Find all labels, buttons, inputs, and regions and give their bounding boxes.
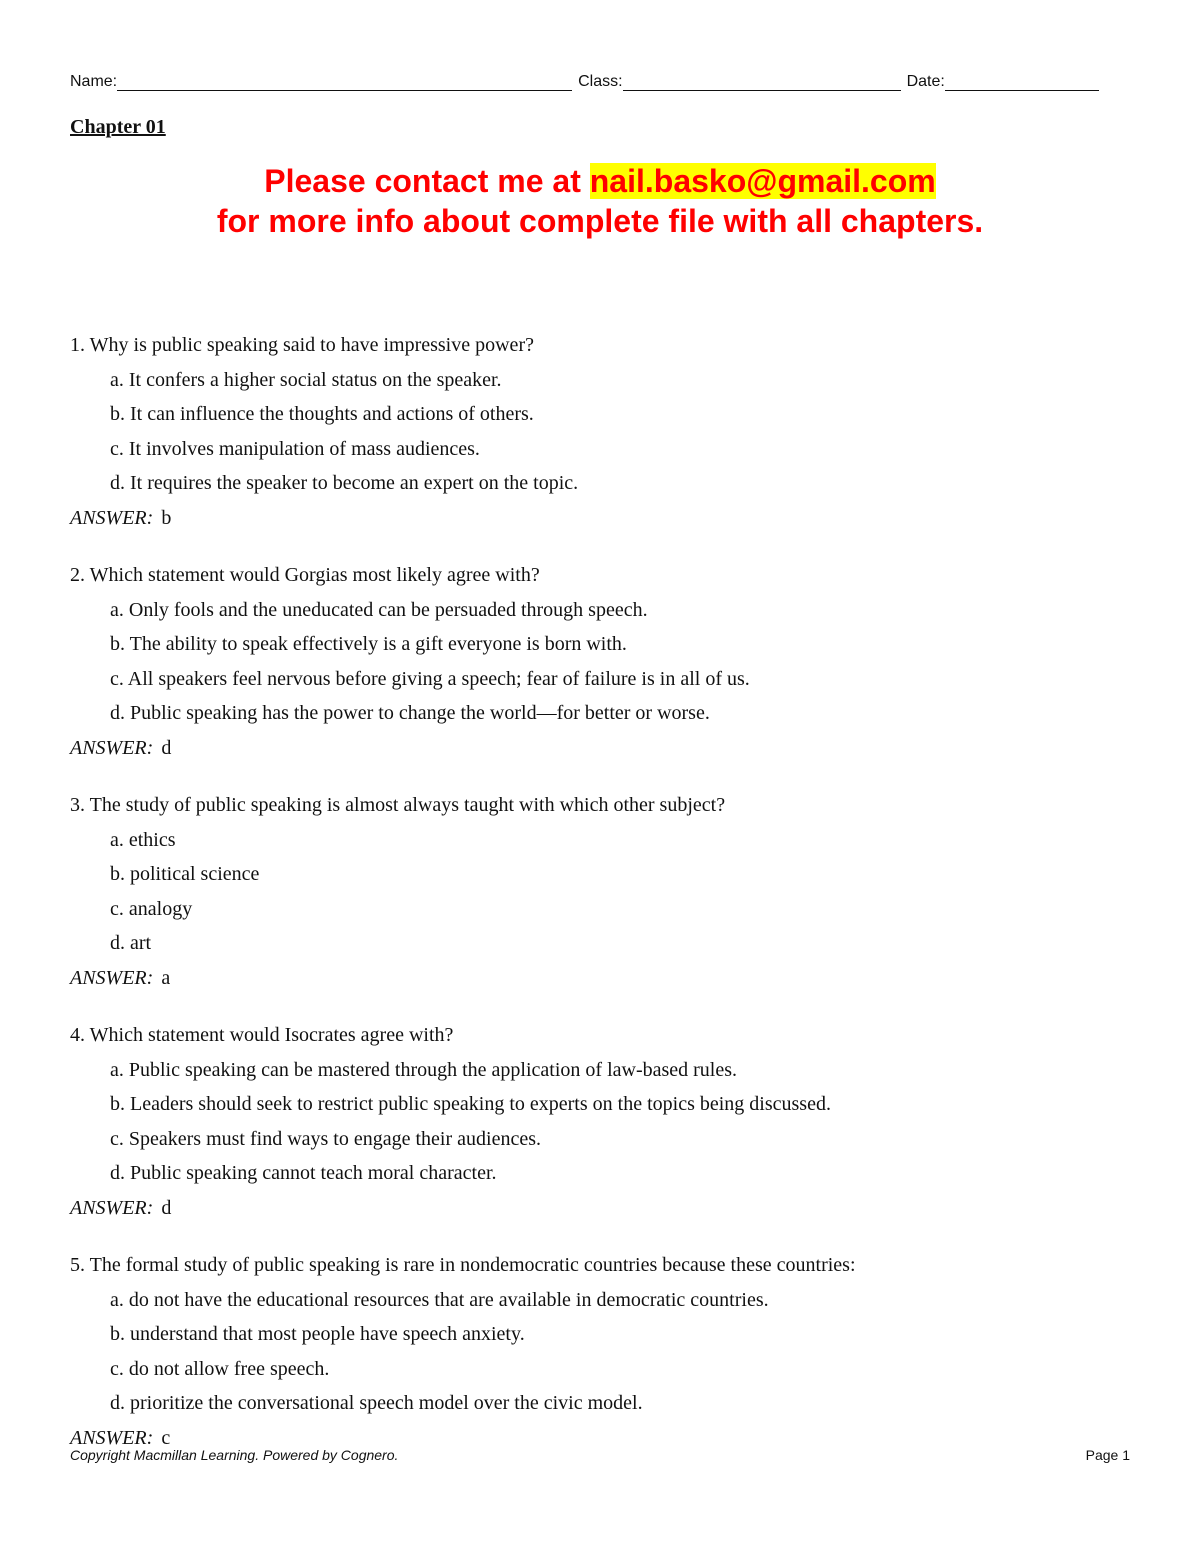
answer-value: a [161,966,171,989]
answer-option: b. political science [110,863,260,885]
question-block [70,1248,1132,1455]
name-class-date-header [70,72,1132,91]
date-label: Date: [906,73,945,90]
answer-option: d. prioritize the conversational speech model over the civic model. [110,1392,643,1414]
answer-option: c. do not allow free speech. [110,1357,330,1380]
answer-value: d [161,1196,172,1219]
answer-option: d. art [110,932,152,954]
answer-option: a. do not have the educational resources that are available in democratic countries. [110,1288,769,1311]
answer-option: a. ethics [110,828,176,851]
promo-email: nail.basko@gmail.com [589,163,936,199]
answer-label: ANSWER: [70,966,154,989]
promo-line-1 [0,161,1200,201]
question-text: 1. Why is public speaking said to have impressive power? [70,334,534,356]
question-block [70,1018,1132,1225]
promo-line-2: for more info about complete file with all chapters. [216,203,984,239]
answer-option: b. Leaders should seek to restrict public speaking to experts on the topics being discussed. [110,1093,831,1115]
question-block [70,558,1132,765]
answer-option: c. analogy [110,897,193,920]
answer-option: d. Public speaking has the power to change the world—for better or worse. [110,702,710,724]
name-blank [117,72,572,91]
class-blank [623,72,901,91]
class-label: Class: [578,73,623,90]
answer-line [70,1191,1132,1226]
answer-option: b. understand that most people have speech anxiety. [110,1323,525,1345]
answer-option: d. Public speaking cannot teach moral character. [110,1162,497,1184]
answer-option: a. Public speaking can be mastered through the application of law-based rules. [110,1058,738,1081]
answer-label: ANSWER: [70,1196,154,1219]
question-list [70,328,1132,1478]
question-block [70,788,1132,995]
answer-option: c. Speakers must find ways to engage their audiences. [110,1127,541,1150]
question-text: 4. Which statement would Isocrates agree with? [70,1024,454,1046]
question-text: 5. The formal study of public speaking is rare in nondemocratic countries because these countries: [70,1254,856,1276]
question-block [70,328,1132,535]
answer-line [70,961,1132,996]
answer-line [70,731,1132,766]
question-text: 2. Which statement would Gorgias most likely agree with? [70,564,540,586]
date-blank [945,72,1099,91]
answer-option: a. Only fools and the uneducated can be persuaded through speech. [110,598,648,621]
answer-label: ANSWER: [70,1426,154,1449]
answer-line [70,501,1132,536]
page-footer [70,1447,1130,1463]
name-label: Name: [70,73,118,90]
answer-option: d. It requires the speaker to become an expert on the topic. [110,472,579,494]
answer-option: a. It confers a higher social status on the speaker. [110,368,502,391]
answer-label: ANSWER: [70,506,154,529]
page-number: Page 1 [1085,1447,1130,1463]
answer-value: c [161,1426,171,1449]
answer-label: ANSWER: [70,736,154,759]
question-text: 3. The study of public speaking is almost always taught with which other subject? [70,794,726,816]
answer-value: d [161,736,172,759]
answer-option: c. It involves manipulation of mass audiences. [110,437,480,460]
copyright-text: Copyright Macmillan Learning. Powered by Cognero. [70,1447,399,1463]
answer-value: b [161,506,172,529]
answer-option: b. The ability to speak effectively is a gift everyone is born with. [110,633,627,655]
answer-option: b. It can influence the thoughts and actions of others. [110,403,534,425]
chapter-title: Chapter 01 [70,116,166,138]
promo-prefix: Please contact me at [264,163,590,199]
answer-option: c. All speakers feel nervous before giving a speech; fear of failure is in all of us. [110,667,750,690]
